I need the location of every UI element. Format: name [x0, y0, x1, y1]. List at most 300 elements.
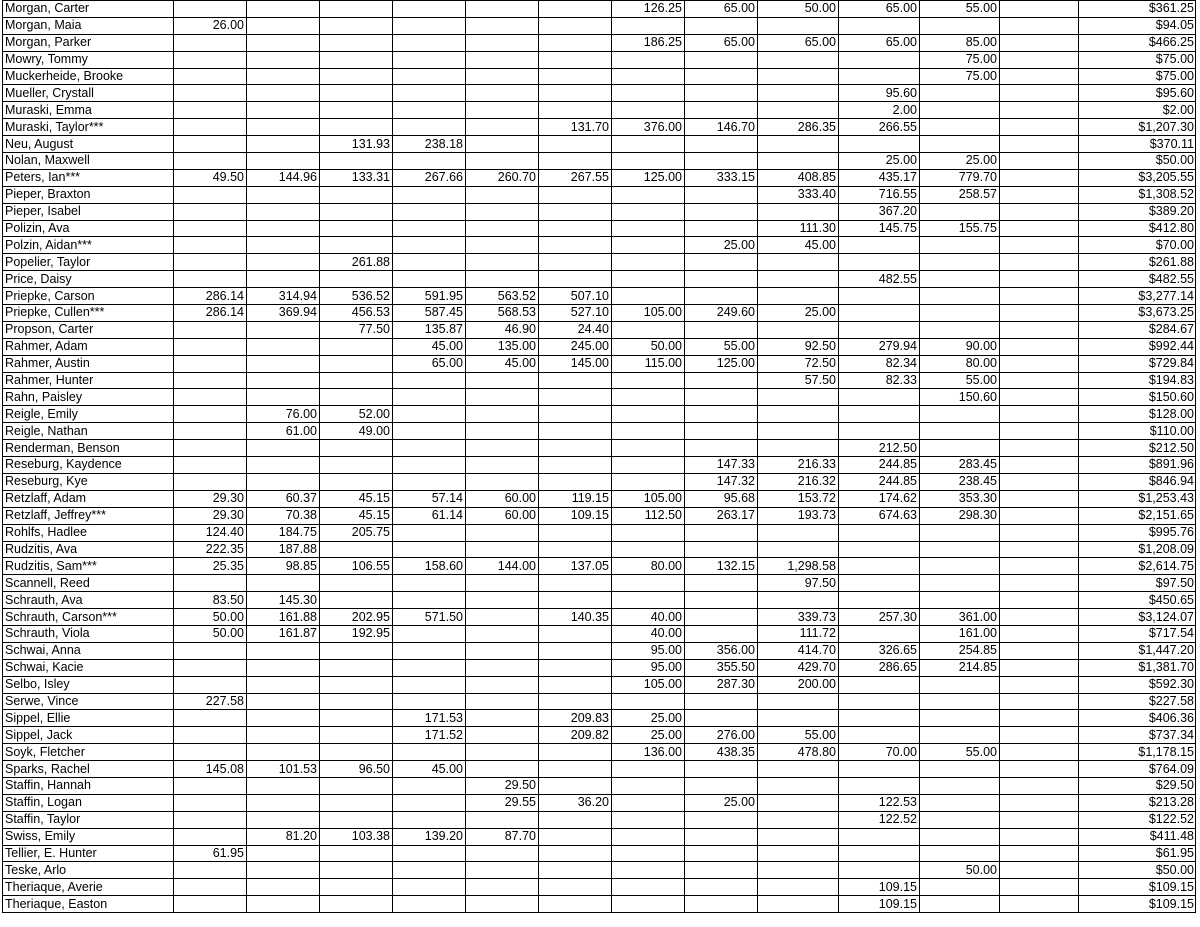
row-total-cell: $411.48 [1079, 828, 1196, 845]
row-total-cell: $109.15 [1079, 879, 1196, 896]
amount-cell [920, 558, 1000, 575]
amount-cell: 161.87 [247, 625, 320, 642]
amount-cell: 92.50 [758, 338, 839, 355]
amount-cell: 184.75 [247, 524, 320, 541]
member-name-cell: Rahmer, Adam [3, 338, 174, 355]
member-name-cell: Reigle, Emily [3, 406, 174, 423]
amount-cell [758, 845, 839, 862]
amount-cell [466, 406, 539, 423]
amount-cell: 244.85 [839, 457, 920, 474]
member-name-cell: Schwai, Anna [3, 642, 174, 659]
amount-cell [612, 473, 685, 490]
amount-cell [920, 761, 1000, 778]
row-total-cell: $1,447.20 [1079, 642, 1196, 659]
amount-cell: 245.00 [539, 338, 612, 355]
amount-cell [839, 17, 920, 34]
row-total-cell: $50.00 [1079, 153, 1196, 170]
amount-cell [247, 457, 320, 474]
member-name-cell: Reseburg, Kye [3, 473, 174, 490]
amount-cell: 61.00 [247, 423, 320, 440]
amount-cell [174, 794, 247, 811]
amount-cell: 144.96 [247, 169, 320, 186]
row-total-cell: $729.84 [1079, 355, 1196, 372]
amount-cell [758, 288, 839, 305]
amount-cell [839, 845, 920, 862]
amount-cell [393, 744, 466, 761]
amount-cell [539, 203, 612, 220]
amount-cell [758, 761, 839, 778]
member-name-cell: Theriaque, Averie [3, 879, 174, 896]
amount-cell [1000, 406, 1079, 423]
amount-cell: 267.66 [393, 169, 466, 186]
amount-cell [1000, 34, 1079, 51]
amount-cell: 26.00 [174, 17, 247, 34]
amount-cell: 153.72 [758, 490, 839, 507]
amount-cell [685, 693, 758, 710]
amount-cell [685, 862, 758, 879]
table-row [3, 355, 1196, 372]
amount-cell [539, 186, 612, 203]
amount-cell: 140.35 [539, 609, 612, 626]
amount-cell [612, 406, 685, 423]
table-row [3, 338, 1196, 355]
amount-cell: 122.53 [839, 794, 920, 811]
amount-cell [758, 710, 839, 727]
amount-cell [1000, 51, 1079, 68]
amount-cell [393, 896, 466, 913]
amount-cell [539, 423, 612, 440]
amount-cell [758, 879, 839, 896]
amount-cell [539, 896, 612, 913]
amount-cell [247, 220, 320, 237]
amount-cell [1000, 321, 1079, 338]
amount-cell: 139.20 [393, 828, 466, 845]
ledger-body [3, 1, 1196, 913]
amount-cell [758, 389, 839, 406]
amount-cell [612, 17, 685, 34]
amount-cell: 369.94 [247, 305, 320, 322]
amount-cell: 361.00 [920, 609, 1000, 626]
amount-cell [539, 744, 612, 761]
amount-cell [1000, 676, 1079, 693]
amount-cell [247, 794, 320, 811]
amount-cell [466, 1, 539, 18]
amount-cell [320, 68, 393, 85]
amount-cell [539, 659, 612, 676]
amount-cell: 65.00 [685, 1, 758, 18]
amount-cell [174, 744, 247, 761]
table-row [3, 676, 1196, 693]
amount-cell: 258.57 [920, 186, 1000, 203]
amount-cell: 238.45 [920, 473, 1000, 490]
member-name-cell: Soyk, Fletcher [3, 744, 174, 761]
amount-cell [393, 693, 466, 710]
amount-cell [466, 524, 539, 541]
row-total-cell: $450.65 [1079, 592, 1196, 609]
amount-cell: 61.95 [174, 845, 247, 862]
row-total-cell: $3,205.55 [1079, 169, 1196, 186]
amount-cell [320, 659, 393, 676]
amount-cell [247, 710, 320, 727]
amount-cell [685, 254, 758, 271]
amount-cell [1000, 271, 1079, 288]
amount-cell [247, 389, 320, 406]
amount-cell: 55.00 [685, 338, 758, 355]
amount-cell [685, 51, 758, 68]
amount-cell [920, 288, 1000, 305]
amount-cell [174, 102, 247, 119]
amount-cell [539, 575, 612, 592]
amount-cell [320, 473, 393, 490]
amount-cell [1000, 693, 1079, 710]
table-row [3, 457, 1196, 474]
table-row [3, 524, 1196, 541]
amount-cell [758, 828, 839, 845]
amount-cell: 105.00 [612, 676, 685, 693]
amount-cell [320, 17, 393, 34]
amount-cell [539, 761, 612, 778]
amount-cell: 45.00 [758, 237, 839, 254]
amount-cell: 77.50 [320, 321, 393, 338]
amount-cell [393, 17, 466, 34]
amount-cell: 46.90 [466, 321, 539, 338]
amount-cell [839, 305, 920, 322]
amount-cell [1000, 727, 1079, 744]
amount-cell: 55.00 [920, 372, 1000, 389]
amount-cell [320, 642, 393, 659]
amount-cell: 216.33 [758, 457, 839, 474]
amount-cell [539, 811, 612, 828]
amount-cell [466, 811, 539, 828]
amount-cell [539, 828, 612, 845]
amount-cell: 55.00 [920, 1, 1000, 18]
row-total-cell: $717.54 [1079, 625, 1196, 642]
amount-cell: 376.00 [612, 119, 685, 136]
amount-cell [685, 68, 758, 85]
amount-cell [685, 389, 758, 406]
amount-cell [612, 811, 685, 828]
amount-cell [612, 845, 685, 862]
amount-cell: 276.00 [685, 727, 758, 744]
amount-cell: 85.00 [920, 34, 1000, 51]
amount-cell: 429.70 [758, 659, 839, 676]
amount-cell [1000, 575, 1079, 592]
amount-cell [393, 220, 466, 237]
amount-cell [612, 237, 685, 254]
amount-cell: 353.30 [920, 490, 1000, 507]
amount-cell: 186.25 [612, 34, 685, 51]
table-row [3, 761, 1196, 778]
amount-cell [466, 625, 539, 642]
amount-cell [612, 896, 685, 913]
amount-cell [920, 879, 1000, 896]
amount-cell [539, 220, 612, 237]
amount-cell [612, 372, 685, 389]
row-total-cell: $109.15 [1079, 896, 1196, 913]
amount-cell [758, 17, 839, 34]
amount-cell [247, 271, 320, 288]
amount-cell: 161.88 [247, 609, 320, 626]
amount-cell [320, 710, 393, 727]
amount-cell [320, 693, 393, 710]
member-name-cell: Staffin, Logan [3, 794, 174, 811]
amount-cell [758, 524, 839, 541]
row-total-cell: $61.95 [1079, 845, 1196, 862]
amount-cell [920, 727, 1000, 744]
amount-cell [758, 896, 839, 913]
amount-cell [920, 777, 1000, 794]
amount-cell [1000, 896, 1079, 913]
amount-cell: 25.00 [839, 153, 920, 170]
table-row [3, 693, 1196, 710]
amount-cell: 145.00 [539, 355, 612, 372]
amount-cell [1000, 761, 1079, 778]
amount-cell [320, 203, 393, 220]
amount-cell: 227.58 [174, 693, 247, 710]
row-total-cell: $2.00 [1079, 102, 1196, 119]
member-name-cell: Muraski, Taylor*** [3, 119, 174, 136]
amount-cell [320, 119, 393, 136]
amount-cell: 135.00 [466, 338, 539, 355]
table-row [3, 153, 1196, 170]
amount-cell [1000, 659, 1079, 676]
amount-cell [174, 473, 247, 490]
table-row [3, 811, 1196, 828]
amount-cell [1000, 710, 1079, 727]
amount-cell: 96.50 [320, 761, 393, 778]
amount-cell [247, 473, 320, 490]
amount-cell [1000, 490, 1079, 507]
amount-cell [758, 321, 839, 338]
amount-cell: 286.65 [839, 659, 920, 676]
amount-cell [174, 862, 247, 879]
amount-cell [920, 575, 1000, 592]
amount-cell [839, 389, 920, 406]
amount-cell [174, 321, 247, 338]
amount-cell [920, 321, 1000, 338]
amount-cell [393, 271, 466, 288]
amount-cell [920, 524, 1000, 541]
amount-cell [174, 440, 247, 457]
member-name-cell: Morgan, Maia [3, 17, 174, 34]
amount-cell [539, 592, 612, 609]
amount-cell [393, 794, 466, 811]
amount-cell [612, 51, 685, 68]
amount-cell [612, 777, 685, 794]
amount-cell [247, 659, 320, 676]
amount-cell [920, 406, 1000, 423]
amount-cell: 263.17 [685, 507, 758, 524]
amount-cell [839, 558, 920, 575]
amount-cell: 174.62 [839, 490, 920, 507]
amount-cell [320, 271, 393, 288]
amount-cell: 25.00 [612, 727, 685, 744]
amount-cell [174, 642, 247, 659]
table-row [3, 389, 1196, 406]
amount-cell [174, 85, 247, 102]
amount-cell [612, 136, 685, 153]
amount-cell: 65.00 [758, 34, 839, 51]
amount-cell: 115.00 [612, 355, 685, 372]
amount-cell [539, 879, 612, 896]
amount-cell [758, 693, 839, 710]
amount-cell [839, 777, 920, 794]
amount-cell [758, 811, 839, 828]
amount-cell [1000, 457, 1079, 474]
amount-cell [320, 896, 393, 913]
amount-cell [174, 68, 247, 85]
amount-cell [758, 862, 839, 879]
amount-cell [174, 727, 247, 744]
amount-cell: 60.37 [247, 490, 320, 507]
row-total-cell: $1,381.70 [1079, 659, 1196, 676]
amount-cell [920, 203, 1000, 220]
member-name-cell: Schwai, Kacie [3, 659, 174, 676]
amount-cell [174, 51, 247, 68]
row-total-cell: $1,208.09 [1079, 541, 1196, 558]
table-row [3, 305, 1196, 322]
amount-cell [174, 1, 247, 18]
amount-cell: 45.00 [466, 355, 539, 372]
table-row [3, 609, 1196, 626]
amount-cell: 109.15 [839, 879, 920, 896]
row-total-cell: $3,277.14 [1079, 288, 1196, 305]
amount-cell [1000, 642, 1079, 659]
amount-cell [539, 153, 612, 170]
amount-cell [1000, 524, 1079, 541]
amount-cell [612, 220, 685, 237]
amount-cell [685, 541, 758, 558]
member-name-cell: Muraski, Emma [3, 102, 174, 119]
amount-cell: 50.00 [612, 338, 685, 355]
amount-cell: 40.00 [612, 609, 685, 626]
amount-cell [247, 879, 320, 896]
amount-cell [320, 51, 393, 68]
amount-cell [1000, 186, 1079, 203]
amount-cell [612, 186, 685, 203]
row-total-cell: $75.00 [1079, 68, 1196, 85]
member-name-cell: Morgan, Parker [3, 34, 174, 51]
amount-cell [1000, 68, 1079, 85]
amount-cell [466, 575, 539, 592]
amount-cell [174, 153, 247, 170]
amount-cell [685, 524, 758, 541]
amount-cell [320, 237, 393, 254]
amount-cell: 29.50 [466, 777, 539, 794]
amount-cell [839, 592, 920, 609]
amount-cell [1000, 879, 1079, 896]
amount-cell [685, 17, 758, 34]
amount-cell: 119.15 [539, 490, 612, 507]
amount-cell [393, 879, 466, 896]
amount-cell [539, 642, 612, 659]
member-name-cell: Theriaque, Easton [3, 896, 174, 913]
member-name-cell: Rahmer, Austin [3, 355, 174, 372]
table-row [3, 879, 1196, 896]
amount-cell [539, 85, 612, 102]
amount-cell: 1,298.58 [758, 558, 839, 575]
row-total-cell: $2,614.75 [1079, 558, 1196, 575]
amount-cell: 137.05 [539, 558, 612, 575]
amount-cell: 333.40 [758, 186, 839, 203]
amount-cell [685, 828, 758, 845]
table-row [3, 17, 1196, 34]
amount-cell: 36.20 [539, 794, 612, 811]
amount-cell: 571.50 [393, 609, 466, 626]
row-total-cell: $846.94 [1079, 473, 1196, 490]
amount-cell [247, 68, 320, 85]
amount-cell [839, 710, 920, 727]
amount-cell [247, 744, 320, 761]
amount-cell: 25.00 [685, 794, 758, 811]
amount-cell [758, 794, 839, 811]
amount-cell: 261.88 [320, 254, 393, 271]
amount-cell: 25.00 [612, 710, 685, 727]
amount-cell [685, 777, 758, 794]
member-name-cell: Muckerheide, Brooke [3, 68, 174, 85]
amount-cell [612, 693, 685, 710]
row-total-cell: $737.34 [1079, 727, 1196, 744]
amount-cell: 171.53 [393, 710, 466, 727]
amount-cell [539, 271, 612, 288]
amount-cell [685, 811, 758, 828]
amount-cell: 65.00 [839, 1, 920, 18]
table-row [3, 406, 1196, 423]
amount-cell: 40.00 [612, 625, 685, 642]
amount-cell [685, 321, 758, 338]
amount-cell: 65.00 [839, 34, 920, 51]
amount-cell [174, 457, 247, 474]
amount-cell [920, 845, 1000, 862]
table-row [3, 592, 1196, 609]
amount-cell [685, 220, 758, 237]
amount-cell [247, 136, 320, 153]
table-row [3, 744, 1196, 761]
amount-cell [174, 575, 247, 592]
amount-cell: 60.00 [466, 490, 539, 507]
amount-cell: 674.63 [839, 507, 920, 524]
amount-cell: 249.60 [685, 305, 758, 322]
amount-cell: 45.00 [393, 761, 466, 778]
amount-cell [839, 727, 920, 744]
amount-cell [393, 440, 466, 457]
amount-cell [1000, 355, 1079, 372]
amount-cell [320, 355, 393, 372]
row-total-cell: $94.05 [1079, 17, 1196, 34]
row-total-cell: $592.30 [1079, 676, 1196, 693]
amount-cell [839, 541, 920, 558]
member-name-cell: Mowry, Tommy [3, 51, 174, 68]
amount-cell [612, 423, 685, 440]
amount-cell [539, 524, 612, 541]
member-name-cell: Serwe, Vince [3, 693, 174, 710]
amount-cell [839, 68, 920, 85]
amount-cell [612, 592, 685, 609]
amount-cell [466, 271, 539, 288]
member-name-cell: Schrauth, Viola [3, 625, 174, 642]
member-name-cell: Price, Daisy [3, 271, 174, 288]
amount-cell [1000, 592, 1079, 609]
amount-cell [466, 592, 539, 609]
amount-cell [393, 102, 466, 119]
row-total-cell: $50.00 [1079, 862, 1196, 879]
amount-cell [1000, 119, 1079, 136]
amount-cell [320, 811, 393, 828]
amount-cell [1000, 220, 1079, 237]
amount-cell [247, 642, 320, 659]
amount-cell [758, 406, 839, 423]
amount-cell [174, 659, 247, 676]
